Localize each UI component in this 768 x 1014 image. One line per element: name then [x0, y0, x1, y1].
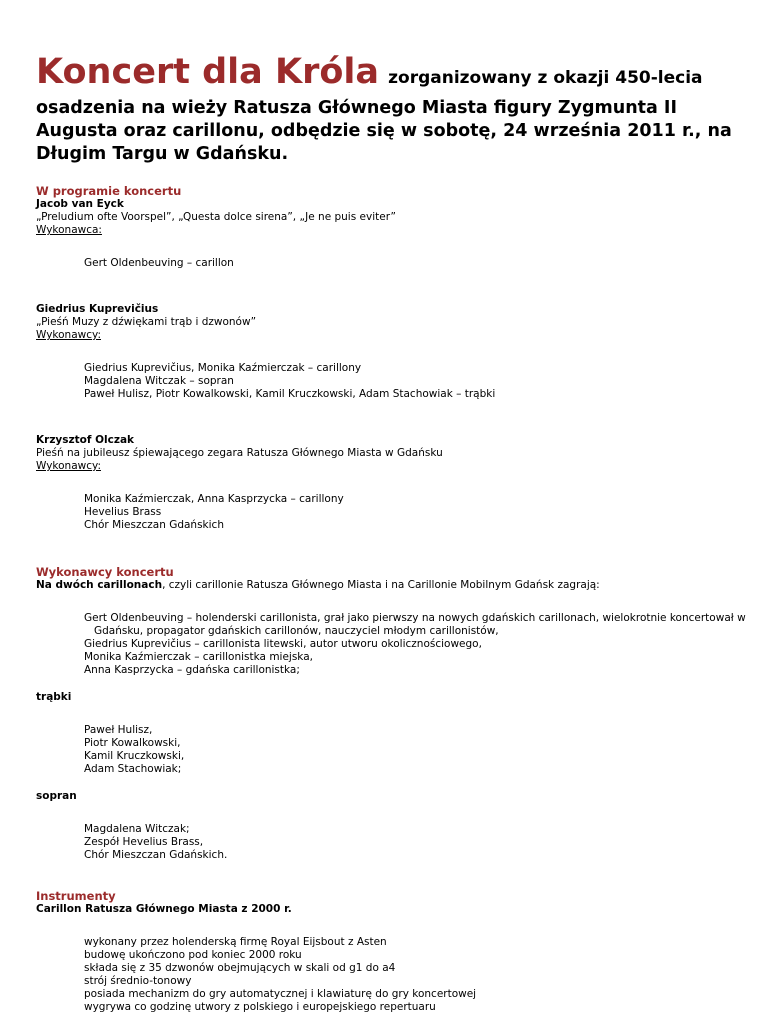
title-tail: zorganizowany z okazji 450-lecia — [388, 68, 703, 88]
work-title: Pieśń na jubileusz śpiewającego zegara Ratusza Głównego Miasta w Gdańsku — [36, 447, 443, 459]
trumpets-list — [84, 724, 736, 776]
trumpet-player-line: Adam Stachowiak; — [84, 763, 182, 775]
soprano-line: Zespół Hevelius Brass, — [84, 836, 204, 848]
performers-list — [84, 257, 736, 270]
instruments-heading: Instrumenty — [36, 889, 116, 903]
program-heading: W programie koncertu — [36, 184, 182, 198]
title-rest — [36, 97, 736, 166]
program-piece — [36, 303, 736, 401]
performers-label: Wykonawca: — [36, 224, 102, 236]
trumpet-player-line: Kamil Kruczkowski, — [84, 750, 185, 762]
performers-label: Wykonawcy: — [36, 329, 101, 341]
title-main: Koncert dla Króla — [36, 52, 380, 92]
trumpet-player-line: Piotr Kowalkowski, — [84, 737, 181, 749]
instrument-detail-line: wykonany przez holenderską firmę Royal Eijsbout z Asten — [84, 936, 387, 948]
soprano-line: Magdalena Witczak; — [84, 823, 190, 835]
instrument-detail-line: składa się z 35 dzwonów obejmujących w skali od g1 do a4 — [84, 962, 396, 974]
composer-name: Jacob van Eyck — [36, 198, 124, 210]
carillon-player-line: Monika Kaźmierczak – carillonistka miejska, — [84, 651, 313, 663]
document-page — [36, 52, 746, 1014]
performers-list — [84, 493, 736, 532]
instrument-details-list — [84, 936, 736, 1014]
performer-line: Hevelius Brass — [84, 506, 162, 518]
performer-line: Gert Oldenbeuving – carillon — [84, 257, 234, 269]
program-piece — [36, 434, 736, 532]
instrument-detail-line: budowę ukończono pod koniec 2000 roku — [84, 949, 302, 961]
performers-intro-rest: , czyli carillonie Ratusza Głównego Miasta i na Carillonie Mobilnym Gdańsk zagrają: — [162, 579, 600, 591]
composer-name: Giedrius Kuprevičius — [36, 303, 159, 315]
performer-line: Monika Kaźmierczak, Anna Kasprzycka – carillony — [84, 493, 344, 505]
instruments-subheading: Carillon Ratusza Głównego Miasta z 2000 r. — [36, 903, 292, 915]
instrument-detail-line: strój średnio-tonowy — [84, 975, 192, 987]
instrument-detail-line: posiada mechanizm do gry automatycznej i klawiaturę do gry koncertowej — [84, 988, 477, 1000]
composer-name: Krzysztof Olczak — [36, 434, 135, 446]
instrument-detail-line: wygrywa co godzinę utwory z polskiego i europejskiego repertuaru — [84, 1001, 436, 1013]
performer-line: Paweł Hulisz, Piotr Kowalkowski, Kamil Kruczkowski, Adam Stachowiak – trąbki — [84, 388, 496, 400]
work-title: „Preludium ofte Voorspel”, „Questa dolce sirena”, „Je ne puis eviter” — [36, 211, 396, 223]
carillon-player-line: Gert Oldenbeuving – holenderski carillonista, grał jako pierwszy na nowych gdańskich carillonach, wielokrotnie koncertował w — [84, 612, 746, 624]
performer-line: Chór Mieszczan Gdańskich — [84, 519, 224, 531]
performer-line: Magdalena Witczak – sopran — [84, 375, 234, 387]
soprano-list — [84, 823, 736, 862]
performers-heading: Wykonawcy koncertu — [36, 565, 174, 579]
performers-list — [84, 362, 736, 401]
title-rest-line: Długim Targu w Gdańsku. — [36, 144, 289, 164]
carillon-player-line: Giedrius Kuprevičius – carillonista litewski, autor utworu okolicznościowego, — [84, 638, 482, 650]
page-title — [36, 52, 736, 166]
soprano-label: sopran — [36, 790, 77, 802]
carillon-players-list — [84, 612, 746, 677]
title-rest-line: Augusta oraz carillonu, odbędzie się w sobotę, 24 września 2011 r., na — [36, 121, 732, 141]
work-title: „Pieśń Muzy z dźwiękami trąb i dzwonów” — [36, 316, 257, 328]
performers-label: Wykonawcy: — [36, 460, 101, 472]
performers-intro-bold: Na dwóch carillonach — [36, 579, 163, 591]
performer-line: Giedrius Kuprevičius, Monika Kaźmierczak – carillony — [84, 362, 362, 374]
soprano-line: Chór Mieszczan Gdańskich. — [84, 849, 228, 861]
program-piece — [36, 198, 736, 270]
title-rest-line: osadzenia na wieży Ratusza Głównego Miasta figury Zygmunta II — [36, 98, 677, 118]
carillon-player-line: Anna Kasprzycka – gdańska carillonistka; — [84, 664, 300, 676]
performers-intro — [36, 579, 736, 592]
carillon-player-line: Gdańsku, propagator gdańskich carillonów, nauczyciel młodym carillonistów, — [94, 625, 499, 637]
trumpets-label: trąbki — [36, 691, 72, 703]
trumpet-player-line: Paweł Hulisz, — [84, 724, 153, 736]
